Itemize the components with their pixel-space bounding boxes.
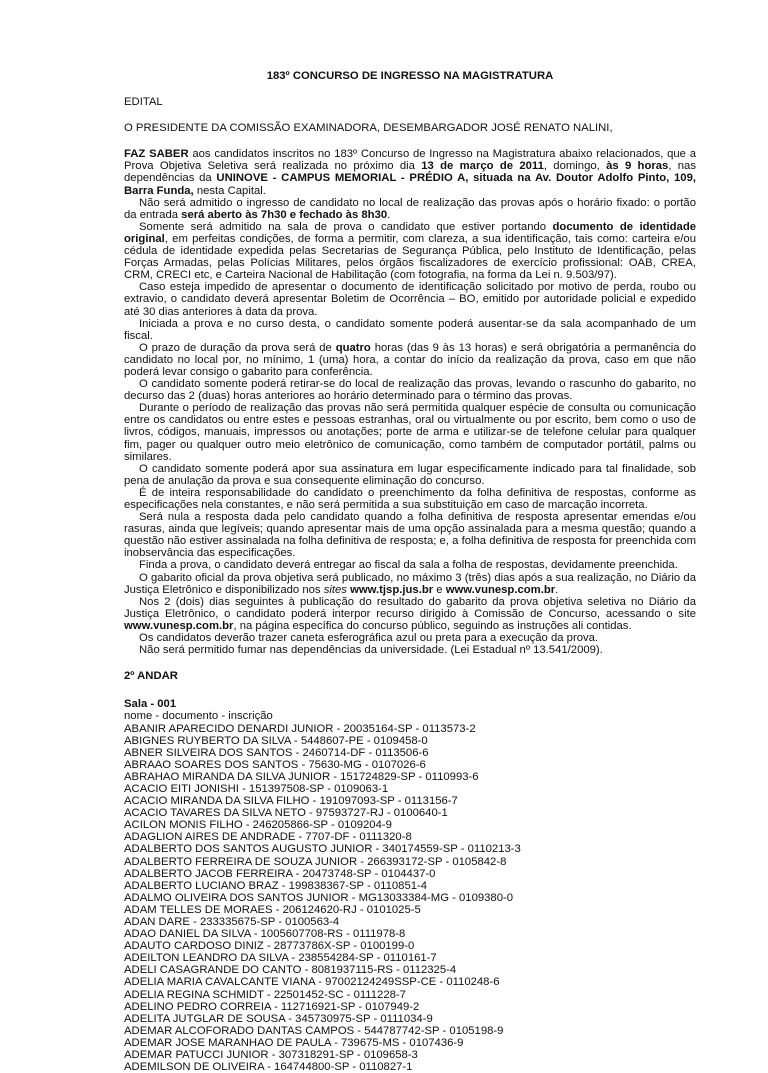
candidate-row: ADELINO PEDRO CORREIA - 112716921-SP - 0107949-2: [124, 1001, 696, 1013]
text-run: , domingo,: [544, 160, 606, 172]
edital-paragraph: [124, 572, 696, 596]
edital-paragraph: [124, 318, 696, 342]
text-run: Será nula a resposta dada pelo candidato quando a folha definitiva de resposta apresentar emendas e/ou rasuras, ainda que legíveis; quando apresentar mais de uma opção assinalada para a mesma questão; quando a questão não estiver assinalada na folha definitiva de resposta; e, a folha definitiva de resposta for preenchida com inobservância das especificações.: [124, 511, 696, 559]
text-run: É de inteira responsabilidade do candidato o preenchimento da folha definitiva de respostas, conforme as especificações nela constantes, e não será permitida a sua substituição em caso de marcação incorreta.: [124, 487, 696, 511]
floor-heading: 2º ANDAR: [124, 670, 696, 682]
edital-paragraph: [124, 463, 696, 487]
text-run: , em perfeitas condições, de forma a permitir, com clareza, a sua identificação, tais como: carteira e/ou cédula de identidade expedida pelas Secretarias de Segurança Pública, pelo Instituto de Identificação, pelas Forças Armadas, pelas Polícias Militares, pelos órgãos fiscalizadores de exercício profissional: OAB, CREA, CRM, CRECI etc, e Carteira Nacional de Habilitação (com fotografia, na forma da Lei n. 9.503/97).: [124, 233, 696, 281]
text-run: Somente será admitido na sala de prova o candidato que estiver portando: [139, 221, 553, 233]
text-run: Caso esteja impedido de apresentar o documento de identificação solicitado por motivo de perda, roubo ou extravio, o candidato deverá apresentar Boletim de Ocorrência – BO, emitido por autoridade policial e expedido até 30 dias anteriores à data da prova.: [124, 281, 696, 317]
bold-text: FAZ SABER: [124, 148, 189, 160]
room-heading: Sala - 001: [124, 698, 696, 710]
candidate-row: ADAM TELLES DE MORAES - 206124620-RJ - 0101025-5: [124, 904, 696, 916]
candidate-row: ADAUTO CARDOSO DINIZ - 28773786X-SP - 0100199-0: [124, 940, 696, 952]
bold-text: 13 de março de 2011: [421, 160, 544, 172]
text-run: O candidato somente poderá retirar-se do local de realização das provas, levando o rascunho do gabarito, no decurso das 2 (duas) horas anteriores ao horário determinado para o término das provas.: [124, 378, 696, 402]
edital-body: [124, 148, 696, 656]
candidate-row: ADELI CASAGRANDE DO CANTO - 8081937115-RS - 0112325-4: [124, 964, 696, 976]
candidate-row: ABRAAO SOARES DOS SANTOS - 75630-MG - 0107026-6: [124, 759, 696, 771]
candidate-row: ABIGNES RUYBERTO DA SILVA - 5448607-PE - 0109458-0: [124, 735, 696, 747]
text-run: Durante o período de realização das provas não será permitida qualquer espécie de consulta ou comunicação entre os candidatos ou entre estes e pessoas estranhas, oral ou virtualmente ou por escrito, bem como o uso de livros, códigos, manuais, impressos ou anotações; porte de arma e utilizar-se de telefone celular para qualquer fim, pager ou qualquer outro meio eletrônico de comunicação, como também de computador portátil, palms ou similares.: [124, 402, 696, 462]
edital-paragraph: [124, 378, 696, 402]
document-page: [124, 70, 696, 1073]
list-columns-legend: nome - documento - inscrição: [124, 710, 696, 722]
presidente-line: O PRESIDENTE DA COMISSÃO EXAMINADORA, DESEMBARGADOR JOSÉ RENATO NALINI,: [124, 122, 696, 134]
bold-text: www.vunesp.com.br: [124, 620, 233, 632]
edital-paragraph: [124, 402, 696, 462]
edital-paragraph: [124, 148, 696, 196]
edital-paragraph: [124, 281, 696, 317]
candidate-row: ADEMAR ALCOFORADO DANTAS CAMPOS - 544787742-SP - 0105198-9: [124, 1025, 696, 1037]
text-run: e: [433, 584, 446, 596]
candidate-row: ADAO DANIEL DA SILVA - 1005607708-RS - 0111978-8: [124, 928, 696, 940]
candidate-row: ACILON MONIS FILHO - 246205866-SP - 0109204-9: [124, 819, 696, 831]
candidate-row: ADELIA MARIA CAVALCANTE VIANA - 97002124249SSP-CE - 0110248-6: [124, 976, 696, 988]
text-run: Não será admitido o ingresso de candidato no local de realização das provas após o horário fixado: o portão da entrada: [124, 197, 696, 221]
candidate-row: ADALBERTO DOS SANTOS AUGUSTO JUNIOR - 340174559-SP - 0110213-3: [124, 843, 696, 855]
edital-paragraph: [124, 644, 696, 656]
edital-paragraph: [124, 559, 696, 571]
bold-text: será aberto às 7h30 e fechado às 8h30: [181, 209, 387, 221]
candidate-row: ADAN DARE - 233335675-SP - 0100563-4: [124, 916, 696, 928]
candidate-row: ADEMILSON DE OLIVEIRA - 164744800-SP - 0110827-1: [124, 1061, 696, 1073]
document-title: 183º CONCURSO DE INGRESSO NA MAGISTRATURA: [124, 70, 696, 82]
edital-paragraph: [124, 632, 696, 644]
edital-paragraph: [124, 197, 696, 221]
bold-text: www.vunesp.com.br: [446, 584, 555, 596]
edital-label: EDITAL: [124, 96, 696, 108]
bold-text: www.tjsp.jus.br: [350, 584, 433, 596]
text-run: Os candidatos deverão trazer caneta esferográfica azul ou preta para a execução da prova.: [139, 632, 598, 644]
candidate-row: ADALBERTO FERREIRA DE SOUZA JUNIOR - 266393172-SP - 0105842-8: [124, 856, 696, 868]
candidate-row: ADALBERTO JACOB FERREIRA - 20473748-SP - 0104437-0: [124, 868, 696, 880]
text-run: , nas dependências da: [124, 160, 696, 184]
edital-paragraph: [124, 487, 696, 511]
candidate-row: ADALBERTO LUCIANO BRAZ - 199838367-SP - 0110851-4: [124, 880, 696, 892]
edital-paragraph: [124, 596, 696, 632]
edital-paragraph: [124, 221, 696, 281]
candidate-row: ACACIO MIRANDA DA SILVA FILHO - 191097093-SP - 0113156-7: [124, 795, 696, 807]
text-run: .: [555, 584, 558, 596]
candidate-row: ADAGLION AIRES DE ANDRADE - 7707-DF - 0111320-8: [124, 831, 696, 843]
candidate-row: ADELIA REGINA SCHMIDT - 22501452-SC - 0111228-7: [124, 989, 696, 1001]
text-run: Finda a prova, o candidato deverá entregar ao fiscal da sala a folha de respostas, devidamente preenchida.: [139, 559, 678, 571]
text-run: O prazo de duração da prova será de: [139, 342, 336, 354]
candidate-row: ACACIO TAVARES DA SILVA NETO - 97593727-RJ - 0100640-1: [124, 807, 696, 819]
text-run: horas (das 9 às 13 horas) e será obrigatória a permanência do candidato no local por, no mínimo, 1 (uma) hora, a contar do início da realização da prova, caso em que não poderá levar consigo o gabarito para conferência.: [124, 342, 696, 378]
text-run: Nos 2 (dois) dias seguintes à publicação do resultado do gabarito da prova objetiva seletiva no Diário da Justiça Eletrônico, o candidato poderá interpor recurso dirigido à Comissão de Concurso, acessando o site: [124, 596, 696, 620]
candidate-row: ABANIR APARECIDO DENARDI JUNIOR - 20035164-SP - 0113573-2: [124, 723, 696, 735]
candidate-row: ADEILTON LEANDRO DA SILVA - 238554284-SP - 0110161-7: [124, 952, 696, 964]
text-run: O candidato somente poderá apor sua assinatura em lugar especificamente indicado para tal finalidade, sob pena de anulação da prova e sua consequente eliminação do concurso.: [124, 463, 696, 487]
text-run: O gabarito oficial da prova objetiva será publicado, no máximo 3 (três) dias após a sua realização, no Diário da Justiça Eletrônico e disponibilizado nos: [124, 572, 696, 596]
text-run: Não será permitido fumar nas dependências da universidade. (Lei Estadual nº 13.541/2009).: [139, 644, 603, 656]
candidate-row: ABNER SILVEIRA DOS SANTOS - 2460714-DF - 0113506-6: [124, 747, 696, 759]
text-run: .: [387, 209, 390, 221]
edital-paragraph: [124, 342, 696, 378]
bold-text: quatro: [336, 342, 371, 354]
candidate-row: ADELITA JUTGLAR DE SOUSA - 345730975-SP - 0111034-9: [124, 1013, 696, 1025]
text-run: aos candidatos inscritos no 183º Concurso de Ingresso na Magistratura abaixo relacionados, que a Prova Objetiva Seletiva será realizada no próximo dia: [124, 148, 696, 172]
candidate-row: ADEMAR PATUCCI JUNIOR - 307318291-SP - 0109658-3: [124, 1049, 696, 1061]
text-run: Iniciada a prova e no curso desta, o candidato somente poderá ausentar-se da sala acompanhado de um fiscal.: [124, 318, 696, 342]
candidate-row: ABRAHAO MIRANDA DA SILVA JUNIOR - 151724829-SP - 0110993-6: [124, 771, 696, 783]
edital-paragraph: [124, 511, 696, 559]
candidate-row: ACACIO EITI JONISHI - 151397508-SP - 0109063-1: [124, 783, 696, 795]
bold-text: às 9 horas: [606, 160, 668, 172]
italic-text: sites: [324, 584, 347, 596]
text-run: nesta Capital.: [194, 185, 266, 197]
candidate-list: [124, 723, 696, 1073]
bold-text: UNINOVE - CAMPUS MEMORIAL - PRÉDIO A, situada na Av. Doutor Adolfo Pinto, 109, Barra Funda,: [124, 172, 696, 196]
candidate-row: ADALMO OLIVEIRA DOS SANTOS JUNIOR - MG13033384-MG - 0109380-0: [124, 892, 696, 904]
bold-text: documento de identidade original: [124, 221, 696, 245]
candidate-row: ADEMAR JOSE MARANHAO DE PAULA - 739675-MS - 0107436-9: [124, 1037, 696, 1049]
text-run: , na página específica do concurso público, seguindo as instruções ali contidas.: [233, 620, 631, 632]
